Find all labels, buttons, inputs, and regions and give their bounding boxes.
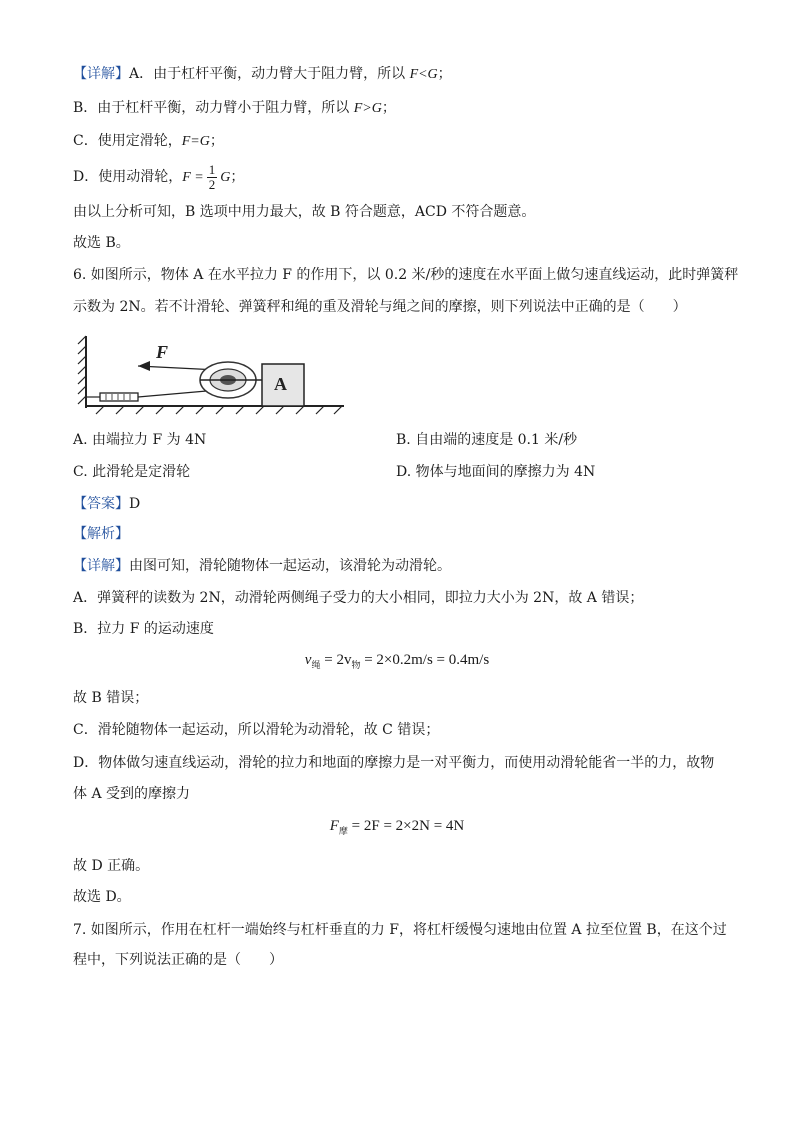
q5-d-g: G <box>220 170 231 185</box>
q6-line-c: C．滑轮随物体一起运动，所以滑轮为动滑轮，故 C 错误； <box>73 722 440 738</box>
label-f: F <box>156 342 169 362</box>
pulley-figure <box>76 330 346 416</box>
q5-b-relation: F>G <box>353 101 382 116</box>
formula-f-rhs: = 2F = 2×2N = 4N <box>347 818 465 834</box>
q5-c-relation: F=G <box>181 134 210 149</box>
fraction-numerator: 1 <box>208 161 216 177</box>
wall-hatch <box>78 336 86 404</box>
q5-line-d <box>73 162 734 193</box>
q5-c-end: ； <box>209 133 224 149</box>
q6-option-a: A. 由端拉力 F 为 4N <box>73 432 207 448</box>
answer-line <box>73 494 734 514</box>
formula-mid-sub: 物 <box>351 660 361 670</box>
q6-line-d-1: D．物体做匀速直线运动，滑轮的拉力和地面的摩擦力是一对平衡力，而使用动滑轮能省一半的力，故物 <box>73 755 715 771</box>
formula-f: F <box>329 818 339 834</box>
q5-line-b <box>73 98 734 119</box>
q6-stem-1: 6. 如图所示，物体 A 在水平拉力 F 的作用下，以 0.2 米/秒的速度在水平面上做匀速直线运动，此时弹簧秤 <box>73 267 739 283</box>
q5-b-text: B．由于杠杆平衡，动力臂小于阻力臂，所以 <box>73 100 354 116</box>
velocity-formula <box>0 652 794 671</box>
detail-tag: 【详解】 <box>73 558 129 574</box>
q5-a-end: ； <box>437 66 452 82</box>
answer-tag: 【答案】 <box>73 496 129 512</box>
analysis-tag: 【解析】 <box>73 526 129 542</box>
friction-formula <box>0 818 794 837</box>
q6-d-end: 故 D 正确。 <box>73 858 150 874</box>
detail-tag: 【详解】 <box>73 66 129 82</box>
q6-detail-line <box>73 556 734 576</box>
answer-value: D <box>129 496 141 512</box>
q6-option-b: B. 自由端的速度是 0.1 米/秒 <box>396 432 578 448</box>
formula-f-sub: 摩 <box>338 826 348 836</box>
q6-line-b: B．拉力 F 的运动速度 <box>73 621 214 637</box>
q5-b-end: ； <box>381 100 396 116</box>
q6-b-end: 故 B 错误； <box>73 690 149 706</box>
q5-a-relation: F<G <box>409 67 438 82</box>
q6-line-a: A．弹簧秤的读数为 2N，动滑轮两侧绳子受力的大小相同，即拉力大小为 2N，故 A 错误； <box>73 590 644 606</box>
fraction-denominator: 2 <box>208 176 216 192</box>
q5-choose: 故选 B。 <box>73 235 130 251</box>
q5-line-c <box>73 131 734 152</box>
q6-line-d-2: 体 A 受到的摩擦力 <box>73 786 191 802</box>
q5-analysis: 由以上分析可知，B 选项中用力最大，故 B 符合题意，ACD 不符合题意。 <box>73 204 536 220</box>
q5-c-text: C．使用定滑轮， <box>73 133 182 149</box>
q6-option-c: C. 此滑轮是定滑轮 <box>73 464 191 480</box>
formula-mid: = 2v <box>320 652 352 668</box>
formula-rhs: = 2×0.2m/s = 0.4m/s <box>360 652 490 668</box>
q5-a-text: A．由于杠杆平衡，动力臂大于阻力臂，所以 <box>129 66 410 82</box>
q6-stem-2: 示数为 2N。若不计滑轮、弹簧秤和绳的重及滑轮与绳之间的摩擦，则下列说法中正确的是（ ） <box>73 299 687 315</box>
q7-stem-1: 7. 如图所示，作用在杠杆一端始终与杠杆垂直的力 F，将杠杆缓慢匀速地由位置 A 拉至位置 B，在这个过 <box>73 922 727 938</box>
q7-stem-2: 程中，下列说法正确的是（ ） <box>73 952 283 968</box>
q5-line-a <box>73 64 734 85</box>
q6-detail-1: 由图可知，滑轮随物体一起运动，该滑轮为动滑轮。 <box>129 558 451 574</box>
q5-d-end: ； <box>230 169 245 185</box>
q6-choose: 故选 D。 <box>73 889 131 905</box>
label-a: A <box>274 374 287 394</box>
formula-v: v <box>304 652 312 668</box>
formula-v-sub: 绳 <box>311 660 321 670</box>
fraction-half <box>207 163 218 192</box>
q6-option-d: D. 物体与地面间的摩擦力为 4N <box>396 464 596 480</box>
q5-d-f: F = <box>182 170 204 185</box>
force-arrowhead <box>138 361 150 371</box>
q5-d-text: D．使用动滑轮， <box>73 169 183 185</box>
ground-hatch <box>96 406 342 414</box>
